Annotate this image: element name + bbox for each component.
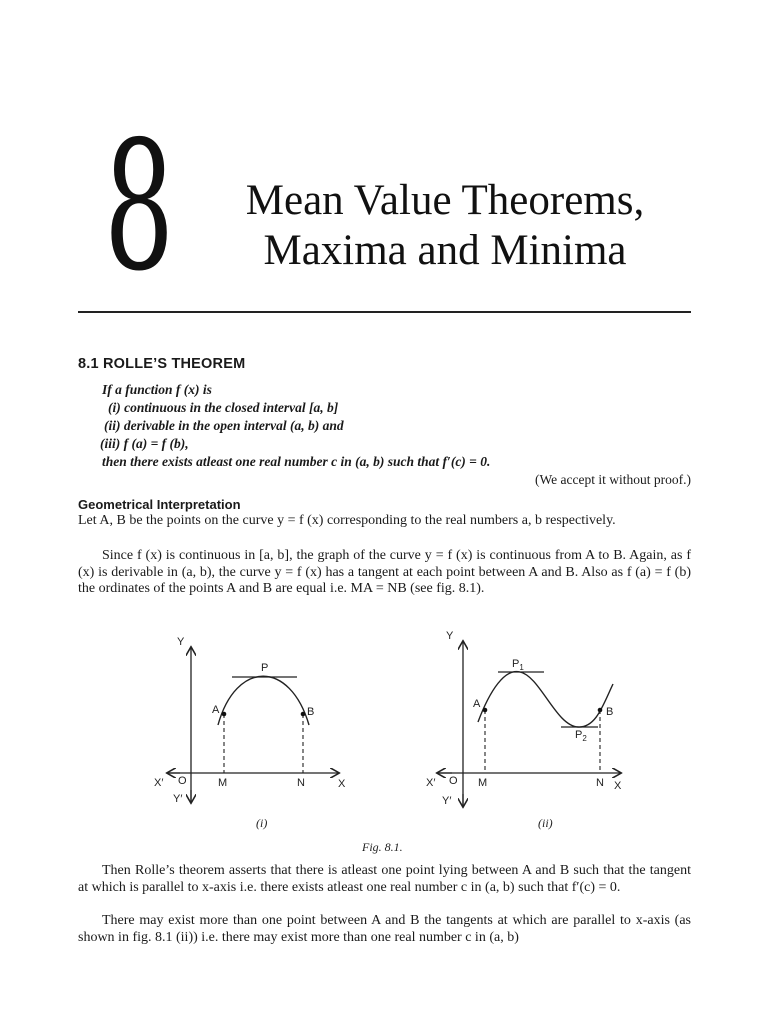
theorem-line: If a function f (x) is bbox=[102, 382, 212, 397]
chapter-title bbox=[200, 176, 690, 276]
theorem-line: (ii) derivable in the open interval (a, b) and bbox=[104, 418, 344, 433]
sub-caption: (i) bbox=[256, 816, 268, 830]
point-p2-label: $P_2$ bbox=[575, 729, 587, 743]
point-a-marker bbox=[222, 712, 227, 717]
section-heading: 8.1 ROLLE’S THEOREM bbox=[78, 356, 246, 372]
paragraph-multiple-points: There may exist more than one point between A and B the tangents at which are parallel to x-axis (as shown in fig. 8.1 (ii)) i.e. there may exist more than one real number c in (a, b) bbox=[78, 913, 691, 945]
chapter-title-line-2: Maxima and Minima bbox=[263, 227, 627, 274]
point-a-marker bbox=[483, 708, 488, 713]
x-prime-label: X′ bbox=[426, 777, 436, 789]
point-b-marker bbox=[301, 712, 306, 717]
y-label: Y bbox=[446, 630, 454, 642]
paragraph-rolle-assertion: Then Rolle’s theorem asserts that there is atleast one point lying between A and B such that the tangent at which is parallel to x-axis i.e. there exists atleast one real number c in (a, b) such that f′(c) = 0. bbox=[78, 863, 691, 895]
curve bbox=[218, 676, 309, 725]
y-prime-label: Y′ bbox=[173, 793, 183, 805]
point-p1-label: $P_1$ bbox=[512, 658, 524, 672]
point-p-label: P bbox=[261, 662, 269, 674]
point-b-label: B bbox=[307, 706, 315, 718]
point-a-label: A bbox=[212, 704, 220, 716]
foot-n-label: N bbox=[297, 777, 305, 789]
curve bbox=[478, 672, 613, 728]
origin-label: O bbox=[178, 775, 187, 787]
title-rule bbox=[78, 311, 691, 313]
paragraph-curve-points: Let A, B be the points on the curve y = f (x) corresponding to the real numbers a, b respectively. bbox=[78, 513, 616, 528]
point-a-label: A bbox=[473, 698, 481, 710]
point-b-marker bbox=[598, 708, 603, 713]
theorem-line: then there exists atleast one real number c in (a, b) such that f′(c) = 0. bbox=[102, 454, 491, 469]
chapter-title-line-1: Mean Value Theorems, bbox=[245, 177, 645, 224]
figure-ii bbox=[426, 630, 622, 830]
theorem-line: (i) continuous in the closed interval [a, b] bbox=[108, 400, 339, 415]
geometric-heading: Geometrical Interpretation bbox=[78, 497, 241, 512]
origin-label: O bbox=[449, 775, 458, 787]
point-b-label: B bbox=[606, 706, 614, 718]
x-label: X bbox=[338, 778, 346, 790]
foot-m-label: M bbox=[218, 777, 228, 789]
x-label: X bbox=[614, 780, 622, 792]
chapter-number: 8 bbox=[104, 103, 175, 310]
sub-caption: (ii) bbox=[538, 816, 553, 830]
figure-8-1 bbox=[0, 620, 768, 860]
figure-i bbox=[154, 636, 346, 830]
theorem-line: (iii) f (a) = f (b), bbox=[100, 436, 189, 451]
foot-m-label: M bbox=[478, 777, 488, 789]
figure-caption: Fig. 8.1. bbox=[362, 840, 403, 854]
paragraph-continuity: Since f (x) is continuous in [a, b], the graph of the curve y = f (x) is continuous from A to B. Again, as f (x) is derivable in (a, b), the curve y = f (x) has a tangent at each point between A and B. Also as f (a) = f (b) the ordinates of the points A and B are equal i.e. MA = NB (see fig. 8.1). bbox=[78, 548, 691, 596]
proof-note: (We accept it without proof.) bbox=[535, 472, 691, 487]
x-prime-label: X′ bbox=[154, 777, 164, 789]
y-prime-label: Y′ bbox=[442, 795, 452, 807]
y-label: Y bbox=[177, 636, 185, 648]
theorem-statement bbox=[78, 381, 691, 489]
foot-n-label: N bbox=[596, 777, 604, 789]
